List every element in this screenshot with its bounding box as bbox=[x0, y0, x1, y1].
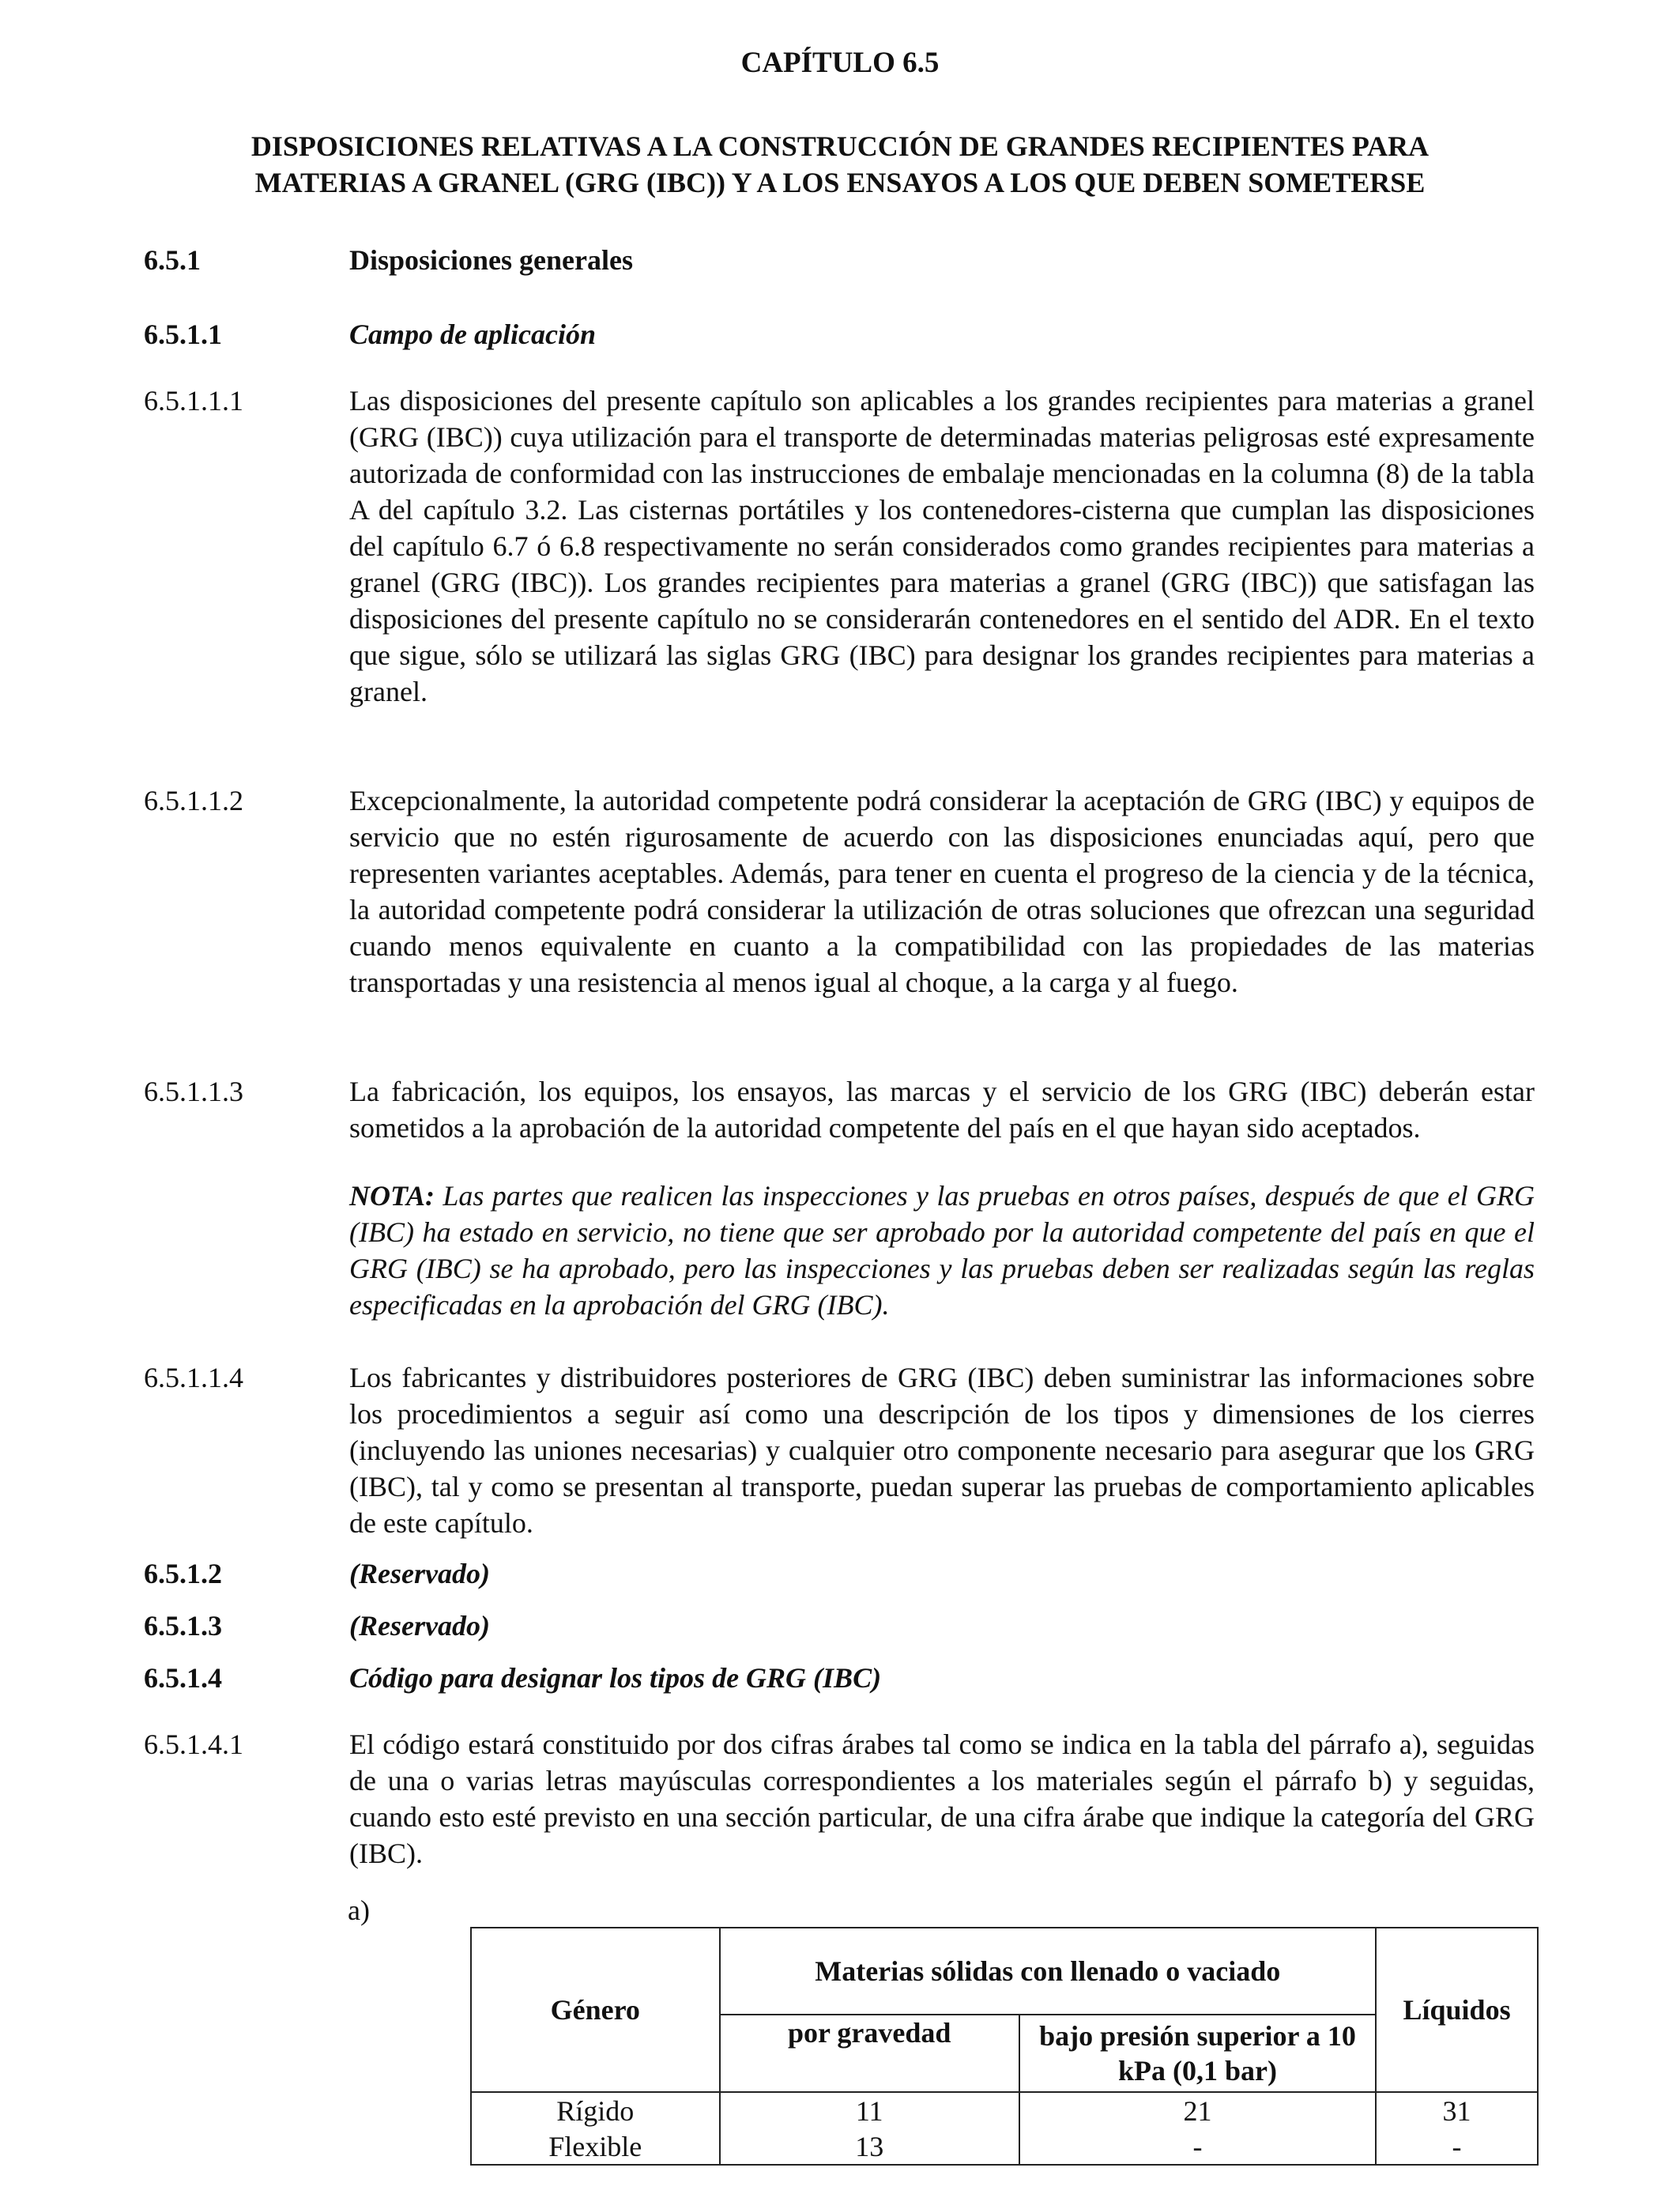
title-line-2: MATERIAS A GRANEL (GRG (IBC)) Y A LOS ENSAYOS A LOS QUE DEBEN SOMETERSE bbox=[254, 167, 1426, 198]
table-cell: Flexible bbox=[471, 2128, 720, 2165]
note-text bbox=[349, 1178, 1535, 1323]
table-row bbox=[471, 2128, 1538, 2165]
table-cell: Rígido bbox=[471, 2092, 720, 2128]
paragraph-number: 6.5.1.1.1 bbox=[144, 385, 243, 417]
paragraph-text: Los fabricantes y distribuidores posteriores de GRG (IBC) deben suministrar las informaciones sobre los procedimientos a seguir así como una descripción de los tipos y dimensiones de los cierres (incluyendo las uniones necesarias) y cualquier otro componente necesario para asegurar que los GRG (IBC), tal y como se presentan al transporte, puedan superar las pruebas de comportamiento aplicables de este capítulo. bbox=[349, 1362, 1535, 1539]
section-number: 6.5.1.4 bbox=[144, 1662, 222, 1694]
header-liquidos: Líquidos bbox=[1376, 1928, 1538, 2092]
paragraph-number: 6.5.1.4.1 bbox=[144, 1728, 243, 1760]
section-number: 6.5.1.3 bbox=[144, 1610, 222, 1642]
header-por-gravedad: por gravedad bbox=[720, 2015, 1019, 2092]
table-cell: 31 bbox=[1376, 2092, 1538, 2128]
table-row bbox=[471, 2092, 1538, 2128]
note-label: NOTA: bbox=[349, 1180, 435, 1212]
table-cell: - bbox=[1376, 2128, 1538, 2165]
header-bajo-presion: bajo presión superior a 10 kPa (0,1 bar) bbox=[1019, 2015, 1376, 2092]
table-cell: 11 bbox=[720, 2092, 1019, 2128]
header-genero: Género bbox=[471, 1928, 720, 2092]
section-heading: (Reservado) bbox=[349, 1610, 490, 1642]
title-line-1: DISPOSICIONES RELATIVAS A LA CONSTRUCCIÓN DE GRANDES RECIPIENTES PARA bbox=[250, 130, 1430, 162]
paragraph-text: El código estará constituido por dos cifras árabes tal como se indica en la tabla del párrafo a), seguidas de una o varias letras mayúsculas correspondientes a los materiales según el párrafo b) y seguidas, cuando esto esté previsto en una sección particular, de una cifra árabe que indique la categoría del GRG (IBC). bbox=[349, 1728, 1535, 1869]
note-body: Las partes que realicen las inspecciones y las pruebas en otros países, después de que el GRG (IBC) ha estado en servicio, no tiene que ser aprobado por la autoridad competente del país en que el GRG (IBC) se ha aprobado, pero las inspecciones y las pruebas deben ser realizadas según las reglas especificadas en la aprobación del GRG (IBC). bbox=[349, 1180, 1535, 1321]
table-cell: 21 bbox=[1019, 2092, 1376, 2128]
section-number: 6.5.1.1 bbox=[144, 319, 222, 350]
header-materias-solidas: Materias sólidas con llenado o vaciado bbox=[720, 1928, 1377, 2015]
section-heading: Campo de aplicación bbox=[349, 319, 596, 350]
paragraph-text: Las disposiciones del presente capítulo son aplicables a los grandes recipientes para materias a granel (GRG (IBC)) cuya utilización para el transporte de determinadas materias peligrosas esté expresamente autorizada de conformidad con las instrucciones de embalaje mencionadas en la columna (8) de la tabla A del capítulo 3.2. Las cisternas portátiles y los contenedores-cisterna que cumplan las disposiciones del capítulo 6.7 ó 6.8 respectivamente no serán considerados como grandes recipientes para materias a granel (GRG (IBC)). Los grandes recipientes para materias a granel (GRG (IBC)) que satisfagan las disposiciones del presente capítulo no se considerarán contenedores en el sentido del ADR. En el texto que sigue, sólo se utilizará las siglas GRG (IBC) para designar los grandes recipientes para materias a granel. bbox=[349, 385, 1535, 707]
table-cell: 13 bbox=[720, 2128, 1019, 2165]
section-number: 6.5.1.2 bbox=[144, 1558, 222, 1589]
paragraph-text: Excepcionalmente, la autoridad competente podrá considerar la aceptación de GRG (IBC) y equipos de servicio que no estén rigurosamente de acuerdo con las disposiciones enunciadas aquí, pero que representen variantes aceptables. Además, para tener en cuenta el progreso de la ciencia y de la técnica, la autoridad competente podrá considerar la utilización de otras soluciones que ofrezcan una seguridad cuando menos equivalente en cuanto a la compatibilidad con las propiedades de las materias transportadas y una resistencia al menos igual al choque, a la carga y al fuego. bbox=[349, 785, 1535, 998]
paragraph-number: 6.5.1.1.2 bbox=[144, 785, 243, 816]
table-cell: - bbox=[1019, 2128, 1376, 2165]
paragraph-text: La fabricación, los equipos, los ensayos, las marcas y el servicio de los GRG (IBC) deberán estar sometidos a la aprobación de la autoridad competente del país en el que hayan sido aceptados. bbox=[349, 1076, 1535, 1144]
page-title bbox=[111, 128, 1569, 201]
section-heading: Código para designar los tipos de GRG (IBC) bbox=[349, 1662, 882, 1694]
paragraph-number: 6.5.1.1.4 bbox=[144, 1362, 243, 1393]
section-heading: (Reservado) bbox=[349, 1558, 490, 1589]
chapter-heading: CAPÍTULO 6.5 bbox=[740, 47, 940, 79]
section-heading: Disposiciones generales bbox=[349, 244, 633, 276]
paragraph-number: 6.5.1.1.3 bbox=[144, 1076, 243, 1107]
ibc-type-code-table bbox=[470, 1927, 1539, 2166]
section-number: 6.5.1 bbox=[144, 244, 201, 276]
table-label: a) bbox=[348, 1894, 370, 1926]
